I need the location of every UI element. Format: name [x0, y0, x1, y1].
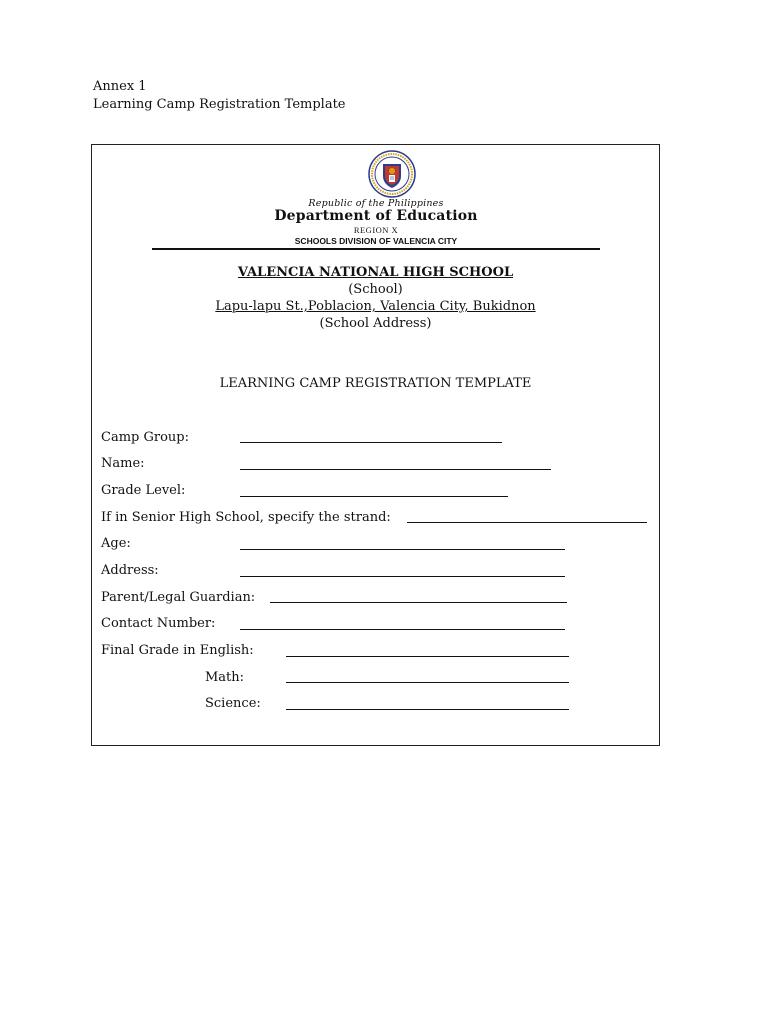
school-caption: (School) [348, 282, 403, 297]
deped-seal-icon [367, 149, 417, 199]
strand-field[interactable] [407, 521, 647, 523]
division-text: SCHOOLS DIVISION OF VALENCIA CITY [294, 236, 458, 246]
strand-label: If in Senior High School, specify the strand: [101, 510, 391, 525]
guardian-label: Parent/Legal Guardian: [101, 590, 256, 605]
grade-level-label: Grade Level: [101, 483, 186, 498]
annex-title: Learning Camp Registration Template [93, 97, 346, 112]
name-field[interactable] [240, 468, 551, 470]
contact-number-field[interactable] [240, 628, 565, 630]
math-grade-field[interactable] [286, 681, 569, 683]
school-name: VALENCIA NATIONAL HIGH SCHOOL [237, 265, 514, 280]
contact-number-label: Contact Number: [101, 616, 216, 631]
address-field[interactable] [240, 575, 565, 577]
camp-group-label: Camp Group: [101, 430, 189, 445]
annex-number: Annex 1 [93, 79, 147, 94]
age-field[interactable] [240, 548, 565, 550]
school-address-caption: (School Address) [319, 316, 432, 331]
guardian-field[interactable] [270, 601, 567, 603]
annex-header [93, 78, 346, 114]
science-label: Science: [205, 696, 261, 711]
form-title: LEARNING CAMP REGISTRATION TEMPLATE [219, 376, 532, 391]
math-label: Math: [205, 670, 245, 685]
final-grade-english-field[interactable] [286, 655, 569, 657]
republic-text: Republic of the Philippines [308, 198, 444, 209]
name-label: Name: [101, 456, 145, 471]
school-address: Lapu-lapu St.,Poblacion, Valencia City, Bukidnon [215, 299, 536, 314]
letterhead-divider [152, 248, 600, 250]
address-label: Address: [101, 563, 159, 578]
final-grade-english-label: Final Grade in English: [101, 643, 254, 658]
department-title: Department of Education [274, 208, 478, 224]
science-grade-field[interactable] [286, 708, 569, 710]
age-label: Age: [101, 536, 131, 551]
camp-group-field[interactable] [240, 441, 502, 443]
region-text: REGION X [353, 225, 399, 235]
grade-level-field[interactable] [240, 495, 508, 497]
